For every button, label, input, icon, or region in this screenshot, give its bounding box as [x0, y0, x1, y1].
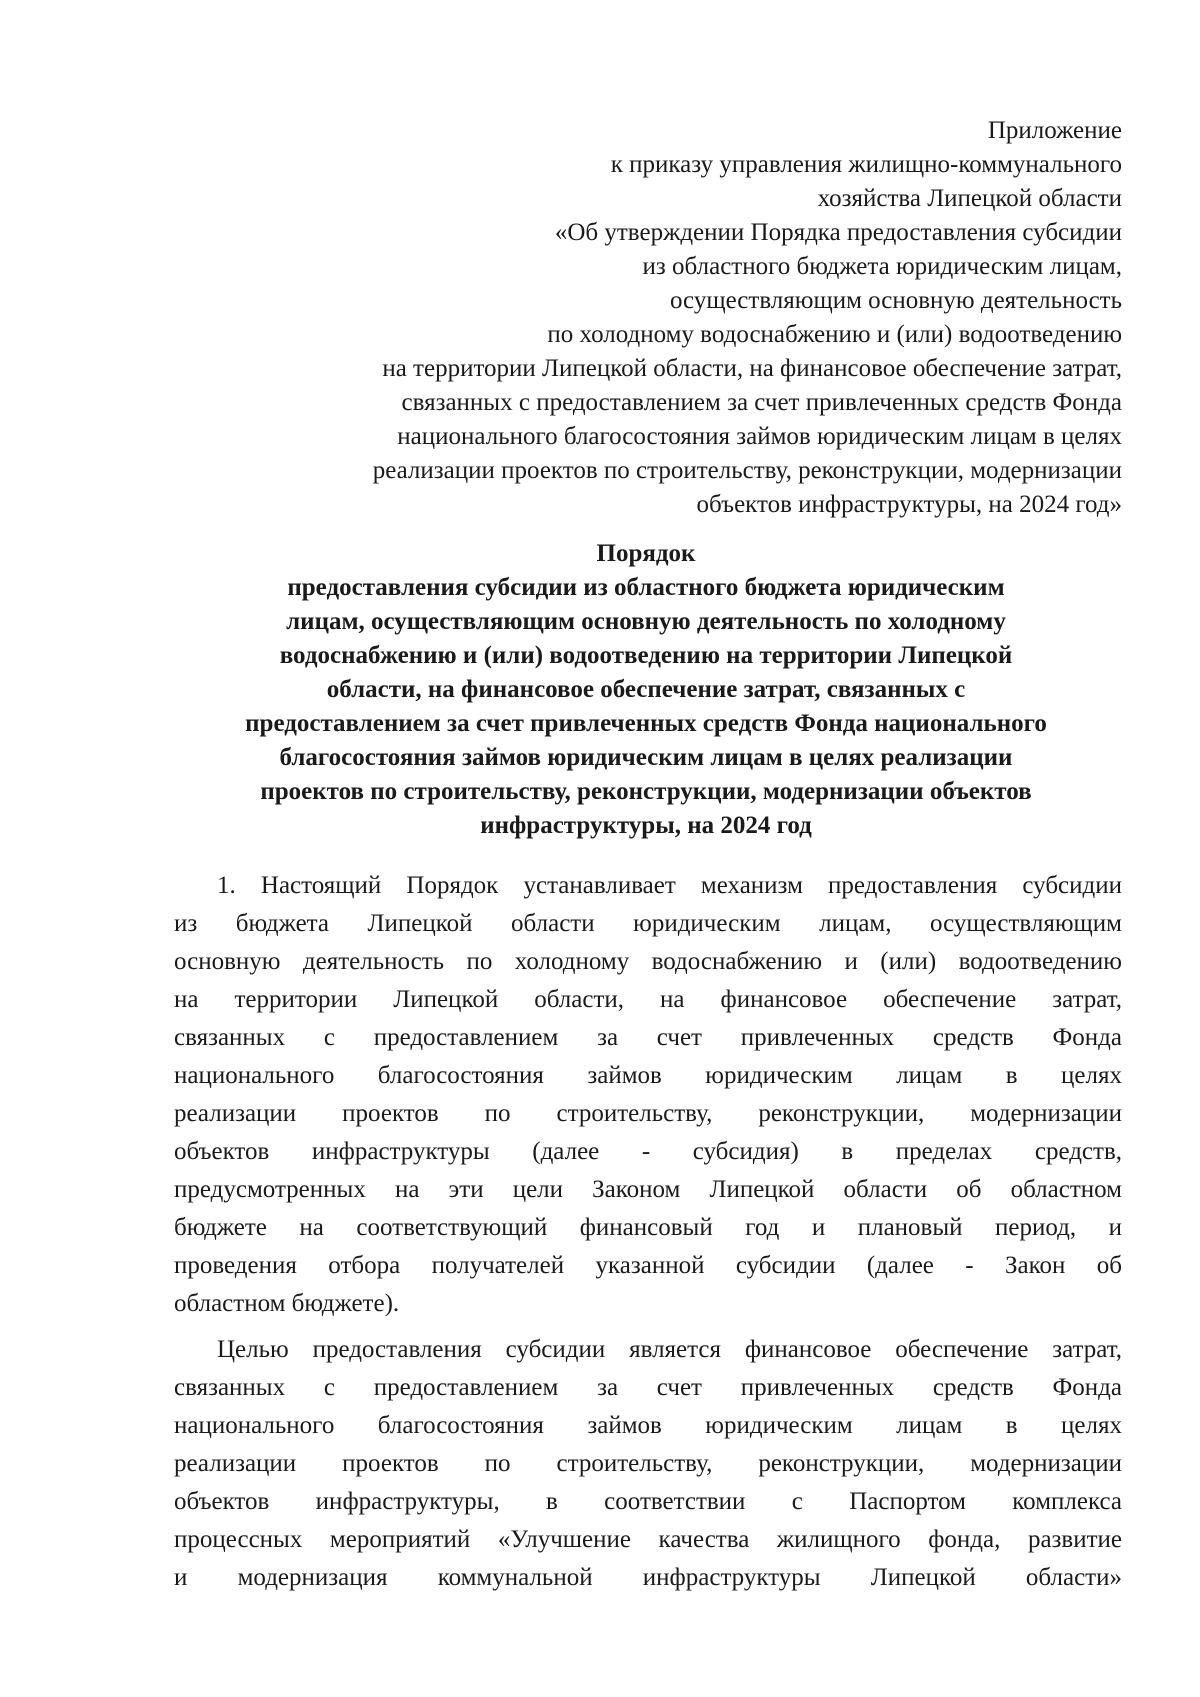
appendix-line: реализации проектов по строительству, реконструкции, модернизации — [372, 457, 1122, 484]
appendix-line: хозяйства Липецкой области — [817, 185, 1122, 212]
body-line: объектов инфраструктуры, в соответствии с Паспортом комплекса — [174, 1488, 1122, 1515]
title-line: благосостояния займов юридическим лицам в целях реализации — [279, 744, 1013, 771]
paragraph-2 — [174, 1331, 1122, 1597]
title-line: лицам, осуществляющим основную деятельность по холодному — [286, 608, 1006, 635]
title-line: проектов по строительству, реконструкции, модернизации объектов — [260, 778, 1032, 805]
title-line: предоставлением за счет привлеченных средств Фонда национального — [245, 710, 1047, 737]
body-line: предусмотренных на эти цели Законом Липецкой области об областном — [174, 1176, 1122, 1203]
body-line: процессных мероприятий «Улучшение качества жилищного фонда, развитие — [174, 1526, 1122, 1553]
body-line: объектов инфраструктуры (далее - субсидия) в пределах средств, — [174, 1138, 1122, 1165]
body-line: областном бюджете). — [174, 1290, 400, 1317]
appendix-line: связанных с предоставлением за счет привлеченных средств Фонда — [401, 389, 1122, 416]
appendix-line: на территории Липецкой области, на финансовое обеспечение затрат, — [382, 355, 1122, 382]
body-line: основную деятельность по холодному водоснабжению и (или) водоотведению — [174, 948, 1122, 975]
appendix-line: к приказу управления жилищно-коммунального — [610, 151, 1122, 178]
title-heading: Порядок — [596, 540, 696, 567]
body-line: из бюджета Липецкой области юридическим лицам, осуществляющим — [174, 910, 1122, 937]
appendix-line: из областного бюджета юридическим лицам, — [642, 253, 1122, 280]
body-line: Целью предоставления субсидии является финансовое обеспечение затрат, — [217, 1336, 1122, 1363]
body-line: национального благосостояния займов юридическим лицам в целях — [174, 1062, 1122, 1089]
body-line: национального благосостояния займов юридическим лицам в целях — [174, 1412, 1122, 1439]
appendix-line: осуществляющим основную деятельность — [669, 287, 1122, 314]
body-line: реализации проектов по строительству, реконструкции, модернизации — [174, 1450, 1122, 1477]
title-line: инфраструктуры, на 2024 год — [480, 812, 812, 839]
appendix-line: «Об утверждении Порядка предоставления субсидии — [554, 219, 1122, 246]
title-line: предоставления субсидии из областного бюджета юридическим — [287, 574, 1005, 601]
body-line: и модернизация коммунальной инфраструктуры Липецкой области» — [174, 1564, 1122, 1591]
appendix-line: Приложение — [987, 117, 1122, 144]
body-line: проведения отбора получателей указанной субсидии (далее - Закон об — [174, 1252, 1122, 1279]
title-line: водоснабжению и (или) водоотведению на территории Липецкой — [279, 642, 1013, 669]
body-line: на территории Липецкой области, на финансовое обеспечение затрат, — [174, 986, 1122, 1013]
appendix-line: объектов инфраструктуры, на 2024 год» — [696, 491, 1122, 518]
appendix-header — [180, 114, 1122, 522]
appendix-line: национального благосостояния займов юридическим лицам в целях — [397, 423, 1122, 450]
paragraph-1 — [174, 867, 1122, 1323]
body-line: связанных с предоставлением за счет привлеченных средств Фонда — [174, 1024, 1122, 1051]
document-title — [150, 537, 1142, 843]
appendix-line: по холодному водоснабжению и (или) водоотведению — [547, 321, 1122, 348]
body-line: связанных с предоставлением за счет привлеченных средств Фонда — [174, 1374, 1122, 1401]
body-line: бюджете на соответствующий финансовый год и плановый период, и — [174, 1214, 1122, 1241]
document-body — [174, 867, 1122, 1597]
body-line: 1. Настоящий Порядок устанавливает механизм предоставления субсидии — [217, 872, 1122, 899]
title-line: области, на финансовое обеспечение затрат, связанных с — [326, 676, 966, 703]
body-line: реализации проектов по строительству, реконструкции, модернизации — [174, 1100, 1122, 1127]
